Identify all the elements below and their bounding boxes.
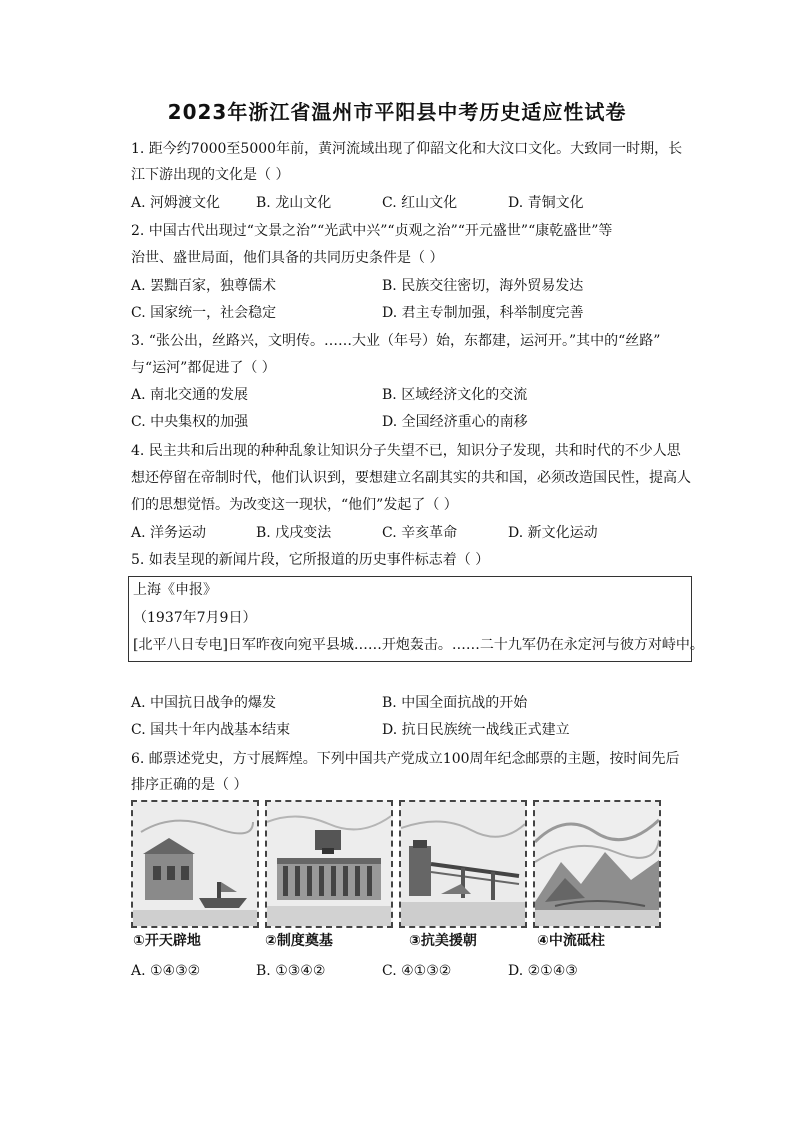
news-date: （1937年7月9日）: [133, 610, 257, 626]
stamp-bridge-icon: [401, 802, 525, 926]
q1-option-b: B. 龙山文化: [256, 195, 332, 211]
q4-stem-line1: 4. 民主共和后出现的种种乱象让知识分子失望不已，知识分子发现，共和时代的不少人思: [131, 443, 681, 459]
q3-stem-line2: 与“运河”都促进了（ ）: [131, 360, 276, 376]
q2-stem-line1: 2. 中国古代出现过“文景之治”“光武中兴”“贞观之治”“开元盛世”“康乾盛世”等: [131, 223, 613, 239]
q2-stem-line2: 治世、盛世局面，他们具备的共同历史条件是（ ）: [131, 250, 444, 266]
q2-option-b: B. 民族交往密切，海外贸易发达: [382, 278, 584, 294]
q1-stem-line2: 江下游出现的文化是（ ）: [131, 167, 290, 183]
q5-option-a: A. 中国抗日战争的爆发: [131, 695, 277, 711]
q5-option-c: C. 国共十年内战基本结束: [131, 722, 291, 738]
q1-option-c: C. 红山文化: [382, 195, 458, 211]
q4-option-c: C. 辛亥革命: [382, 525, 458, 541]
q6-option-c: C. ④①③②: [382, 963, 452, 979]
q4-stem-line3: 们的思想觉悟。为改变这一现状，“他们”发起了（ ）: [131, 497, 458, 513]
stamp-image-3: [399, 800, 527, 928]
q1-option-a: A. 河姆渡文化: [131, 195, 221, 211]
q2-option-c: C. 国家统一，社会稳定: [131, 305, 277, 321]
q6-option-d: D. ②①④③: [508, 963, 578, 979]
stamp-image-4: [533, 800, 661, 928]
stamp-image-2: [265, 800, 393, 928]
q5-option-b: B. 中国全面抗战的开始: [382, 695, 528, 711]
q5-stem-line1: 5. 如表呈现的新闻片段，它所报道的历史事件标志着（ ）: [131, 552, 490, 568]
q1-stem-line1: 1. 距今约7000至5000年前，黄河流域出现了仰韶文化和大汶口文化。大致同一时期，长: [131, 141, 683, 157]
stamp-great-hall-icon: [267, 802, 391, 926]
news-source: 上海《申报》: [133, 582, 217, 598]
news-text: [北平八日专电]日军昨夜向宛平县城……开炮轰击。……二十九军仍在永定河与彼方对峙中。: [133, 637, 704, 653]
stamp-mountain-icon: [535, 802, 659, 926]
q3-stem-line1: 3. “张公出，丝路兴，文明传。……大业（年号）始，东都建，运河开。”其中的“丝路”: [131, 333, 661, 349]
q4-stem-line2: 想还停留在帝制时代，他们认识到，要想建立名副其实的共和国，必须改造国民性，提高人: [131, 470, 691, 486]
q4-option-d: D. 新文化运动: [508, 525, 598, 541]
q3-option-b: B. 区域经济文化的交流: [382, 387, 528, 403]
stamp-caption-2: ②制度奠基: [265, 933, 333, 949]
q4-option-a: A. 洋务运动: [131, 525, 207, 541]
q6-stem-line1: 6. 邮票述党史，方寸展辉煌。下列中国共产党成立100周年纪念邮票的主题，按时间先后: [131, 751, 680, 767]
stamp-image-1: [131, 800, 259, 928]
news-excerpt-box: [128, 576, 704, 662]
stamp-caption-1: ①开天辟地: [133, 933, 201, 949]
q1-option-d: D. 青铜文化: [508, 195, 584, 211]
q3-option-d: D. 全国经济重心的南移: [382, 414, 528, 430]
page-title: 2023年浙江省温州市平阳县中考历史适应性试卷: [167, 100, 627, 124]
q3-option-c: C. 中央集权的加强: [131, 414, 249, 430]
q4-option-b: B. 戊戌变法: [256, 525, 332, 541]
stamp-caption-3: ③抗美援朝: [409, 933, 477, 949]
stamp-caption-4: ④中流砥柱: [537, 933, 605, 949]
commemorative-stamps: [131, 800, 661, 950]
q2-option-a: A. 罢黜百家，独尊儒术: [131, 278, 277, 294]
stamp-building-boat-icon: [133, 802, 257, 926]
q5-option-d: D. 抗日民族统一战线正式建立: [382, 722, 570, 738]
q2-option-d: D. 君主专制加强，科举制度完善: [382, 305, 584, 321]
q6-option-b: B. ①③④②: [256, 963, 326, 979]
q6-option-a: A. ①④③②: [131, 963, 201, 979]
q3-option-a: A. 南北交通的发展: [131, 387, 249, 403]
q6-stem-line2: 排序正确的是（ ）: [131, 777, 248, 793]
